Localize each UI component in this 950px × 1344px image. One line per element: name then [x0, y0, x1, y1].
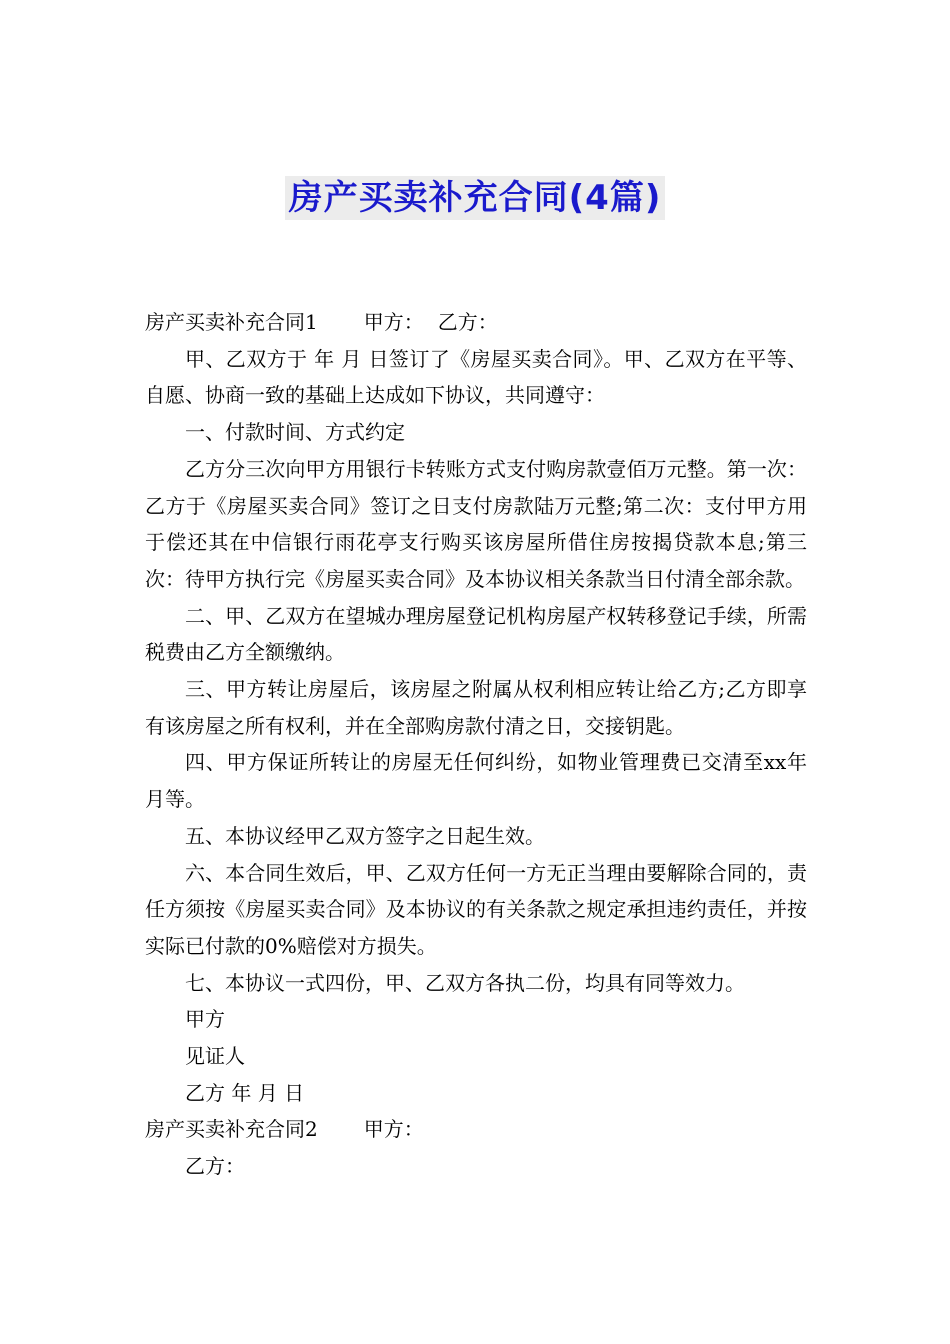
- contract2-party-b: 乙方：: [185, 1154, 245, 1179]
- signature-party-a: 甲方: [185, 1007, 225, 1032]
- contract1-section-1-heading: 一、付款时间、方式约定: [185, 420, 405, 445]
- contract1-paragraph-payment: 乙方分三次向甲方用银行卡转账方式支付购房款壹佰万元整。第一次：乙方于《房屋买卖合同》签订之日支付房款陆万元整;第二次：支付甲方用于偿还其在中信银行雨花亭支行购买该房屋所借住房按揭贷款本息;第三次：待甲方执行完《房屋买卖合同》及本协议相关条款当日付清全部余款。: [145, 456, 807, 591]
- contract1-section-5: 五、本协议经甲乙双方签字之日起生效。: [185, 823, 545, 848]
- signature-party-b-date: 乙方 年 月 日: [185, 1080, 305, 1105]
- signature-witness: 见证人: [185, 1044, 245, 1069]
- contract1-paragraph-intro: 甲、乙双方于 年 月 日签订了《房屋买卖合同》。甲、乙双方在平等、自愿、协商一致的基础上达成如下协议，共同遵守：: [145, 346, 807, 408]
- contract1-section-6: 六、本合同生效后，甲、乙双方任何一方无正当理由要解除合同的，责任方须按《房屋买卖合同》及本协议的有关条款之规定承担违约责任，并按实际已付款的0%赔偿对方损失。: [145, 860, 807, 958]
- contract1-section-7: 七、本协议一式四份，甲、乙双方各执二份，均具有同等效力。: [185, 970, 745, 995]
- contract2-header-line: [145, 1111, 807, 1148]
- contract1-header-line: [145, 304, 807, 341]
- contract1-heading: 房产买卖补充合同1: [145, 310, 318, 334]
- contract1-section-2: 二、甲、乙双方在望城办理房屋登记机构房屋产权转移登记手续，所需税费由乙方全额缴纳。: [145, 603, 807, 665]
- contract1-party-a: 甲方：: [363, 310, 424, 334]
- contract1-section-4: 四、甲方保证所转让的房屋无任何纠纷，如物业管理费已交清至xx年 月等。: [145, 750, 807, 812]
- contract2-party-a: 甲方：: [363, 1117, 424, 1142]
- contract1-party-b: 乙方：: [437, 310, 498, 334]
- contract2-heading: 房产买卖补充合同2: [145, 1117, 318, 1142]
- contract1-section-3: 三、甲方转让房屋后，该房屋之附属从权利相应转让给乙方;乙方即享有该房屋之所有权利，并在全部购房款付清之日，交接钥匙。: [145, 677, 807, 738]
- title-area: [0, 176, 950, 220]
- document-body: [145, 304, 807, 1185]
- document-title: 房产买卖补充合同(4篇): [285, 176, 666, 220]
